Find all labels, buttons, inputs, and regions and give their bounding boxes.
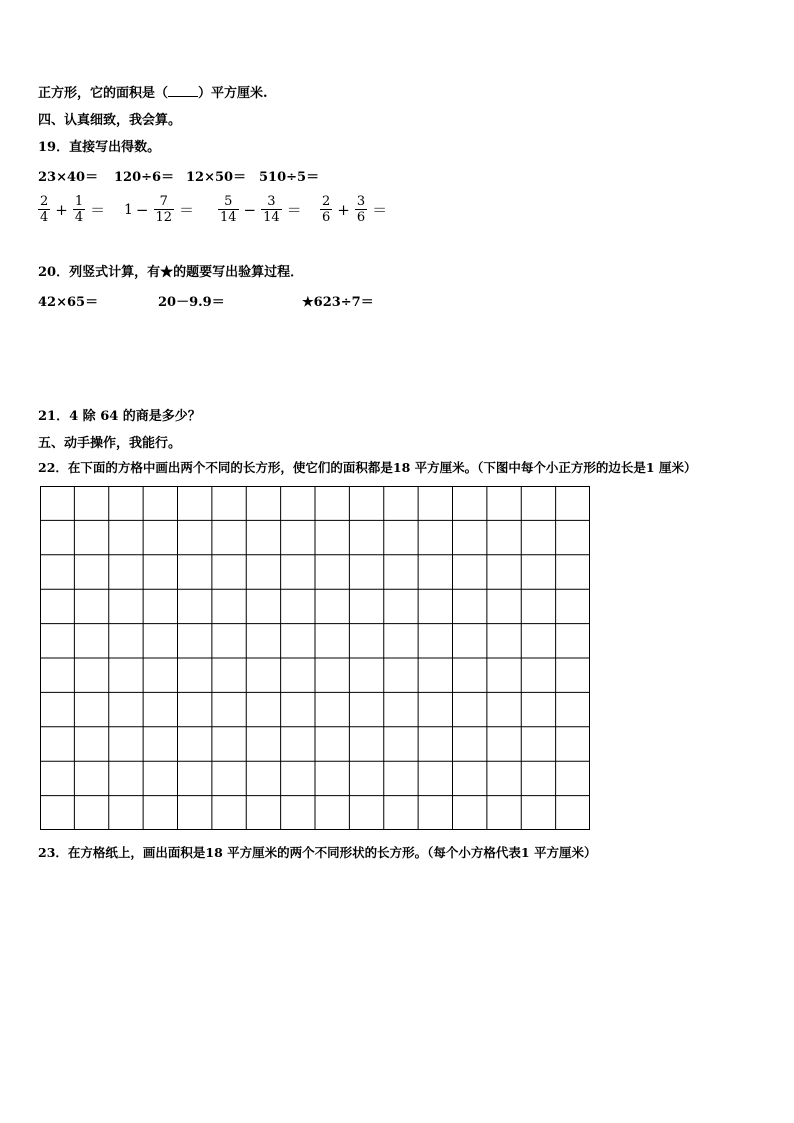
operator: − bbox=[135, 200, 149, 219]
numerator: 5 bbox=[224, 194, 233, 209]
q18-text-after: ）平方厘米. bbox=[198, 86, 268, 101]
answer-blank bbox=[168, 84, 198, 97]
q20-item-2: 20－9.9＝ bbox=[158, 295, 225, 310]
equals: ＝ bbox=[179, 201, 195, 219]
q19-title: 19．直接写出得数。 bbox=[38, 140, 161, 155]
denominator: 12 bbox=[155, 210, 173, 225]
numerator: 2 bbox=[40, 194, 49, 209]
q19-calc-3: 12×50＝ bbox=[186, 170, 247, 185]
equals: ＝ bbox=[286, 201, 302, 219]
q18-text-before: 正方形，它的面积是（ bbox=[38, 86, 169, 101]
operator: + bbox=[337, 200, 350, 219]
fraction bbox=[154, 194, 175, 225]
fraction bbox=[320, 194, 332, 225]
q19-fraction-expr-4 bbox=[318, 194, 390, 225]
fraction bbox=[218, 194, 239, 225]
q19-calc-4: 510÷5＝ bbox=[259, 170, 320, 185]
q23-text: 23．在方格纸上，画出面积是18 平方厘米的两个不同形状的长方形。（每个小方格代表1 平方厘米） bbox=[38, 845, 597, 860]
fraction bbox=[73, 194, 85, 225]
fraction bbox=[355, 194, 367, 225]
q19-calc-1: 23×40＝ bbox=[38, 170, 99, 185]
section-5-heading: 五、动手操作，我能行。 bbox=[38, 436, 182, 451]
denominator: 4 bbox=[74, 210, 84, 225]
denominator: 14 bbox=[263, 210, 280, 225]
q19-fraction-expr-3 bbox=[216, 194, 305, 225]
q19-fraction-expr-1 bbox=[36, 194, 108, 225]
numerator: 7 bbox=[159, 194, 168, 209]
fraction bbox=[38, 194, 50, 225]
whole-number: 1 bbox=[124, 201, 133, 218]
operator: + bbox=[55, 200, 68, 219]
numerator: 1 bbox=[74, 194, 84, 209]
denominator: 14 bbox=[220, 210, 237, 225]
numerator: 3 bbox=[267, 194, 276, 209]
denominator: 4 bbox=[40, 210, 49, 225]
q18-tail-line bbox=[38, 82, 268, 101]
q19-fraction-expr-2 bbox=[124, 194, 197, 225]
q22-text: 22．在下面的方格中画出两个不同的长方形，使它们的面积都是18 平方厘米。（下图中每个小正方形的边长是1 厘米） bbox=[38, 460, 697, 475]
q19-calc-2: 120÷6＝ bbox=[114, 170, 175, 185]
square-grid[interactable] bbox=[40, 486, 590, 830]
denominator: 6 bbox=[356, 210, 366, 225]
q20-item-1: 42×65＝ bbox=[38, 295, 99, 310]
q21-text: 21．4 除 64 的商是多少？ bbox=[38, 409, 201, 424]
fraction bbox=[261, 194, 282, 225]
section-4-heading: 四、认真细致，我会算。 bbox=[38, 113, 182, 128]
operator: − bbox=[243, 200, 257, 219]
numerator: 3 bbox=[356, 194, 366, 209]
numerator: 2 bbox=[322, 194, 331, 209]
equals: ＝ bbox=[90, 201, 106, 219]
equals: ＝ bbox=[372, 201, 388, 219]
q20-title: 20．列竖式计算，有★的题要写出验算过程． bbox=[38, 265, 304, 280]
denominator: 6 bbox=[322, 210, 331, 225]
q20-item-3: ★623÷7＝ bbox=[302, 295, 374, 310]
